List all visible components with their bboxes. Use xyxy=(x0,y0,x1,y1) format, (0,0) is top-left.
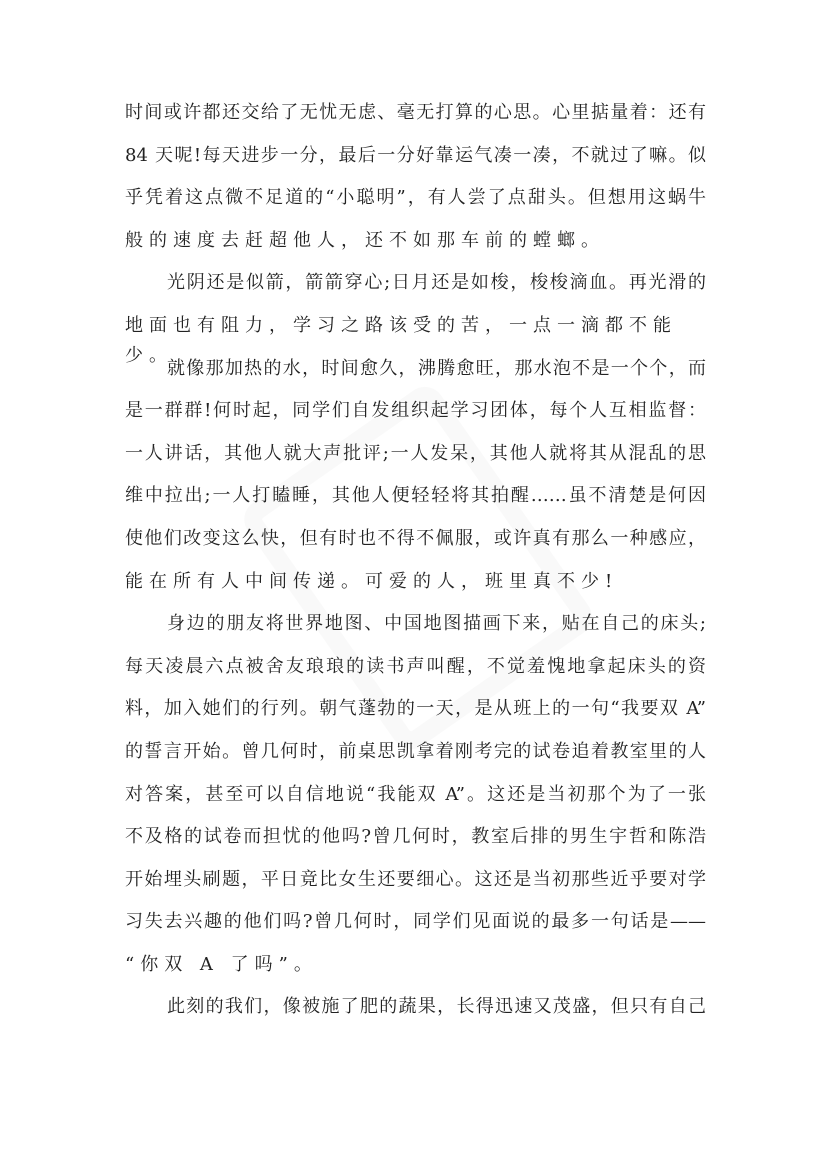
text-line: 般的速度去赶超他人，还不如那车前的螳螂。 xyxy=(125,229,605,251)
text-line: 此刻的我们，像被施了肥的蔬果，长得迅速又茂盛，但只有自己 xyxy=(167,996,706,1018)
text-line: 能在所有人中间传递。可爱的人，班里真不少! xyxy=(125,570,619,592)
text-line: 习失去兴趣的他们吗?曾几何时，同学们见面说的最多一句话是—— xyxy=(125,911,706,933)
text-line: 维中拉出;一人打瞌睡，其他人便轻轻将其拍醒……虽不清楚是何因 xyxy=(125,485,706,507)
text-line: 84 天呢!每天进步一分，最后一分好靠运气凑一凑，不就过了嘛。似 xyxy=(125,144,706,166)
text-line: 一人讲话，其他人就大声批评;一人发呆，其他人就将其从混乱的思 xyxy=(125,442,706,464)
text-line: “你双 A 了吗”。 xyxy=(125,953,318,975)
text-line: 是一群群!何时起，同学们自发组织起学习团体，每个人互相监督： xyxy=(125,400,706,422)
text-line: 时间或许都还交给了无忧无虑、毫无打算的心思。心里掂量着：还有 xyxy=(125,102,706,123)
text-line: 每天凌晨六点被舍友琅琅的读书声叫醒，不觉羞愧地拿起床头的资 xyxy=(125,655,706,677)
text-line: 光阴还是似箭，箭箭穿心;日月还是如梭，梭梭滴血。再光滑的 xyxy=(167,272,706,294)
text-line: 就像那加热的水，时间愈久，沸腾愈旺，那水泡不是一个个，而 xyxy=(167,357,706,379)
text-line: 地面也有阻力，学习之路该受的苦，一点一滴都不能少。 xyxy=(125,314,677,366)
document-page xyxy=(125,98,706,1035)
text-line: 使他们改变这么快，但有时也不得不佩服，或许真有那么一种感应， xyxy=(125,527,706,549)
text-line: 料，加入她们的行列。朝气蓬勃的一天，是从班上的一句“我要双 A” xyxy=(125,698,706,720)
text-line: 的誓言开始。曾几何时，前桌思凯拿着刚考完的试卷追着教室里的人 xyxy=(125,740,706,762)
text-line: 开始埋头刷题，平日竟比女生还要细心。这还是当初那些近乎要对学 xyxy=(125,868,706,890)
text-line: 乎凭着这点微不足道的“小聪明”，有人尝了点甜头。但想用这蜗牛 xyxy=(125,187,706,209)
text-line: 身边的朋友将世界地图、中国地图描画下来，贴在自己的床头; xyxy=(167,613,706,635)
text-line: 不及格的试卷而担忧的他吗?曾几何时，教室后排的男生宇哲和陈浩 xyxy=(125,826,706,848)
text-line: 对答案，甚至可以自信地说“我能双 A”。这还是当初那个为了一张 xyxy=(125,783,706,805)
